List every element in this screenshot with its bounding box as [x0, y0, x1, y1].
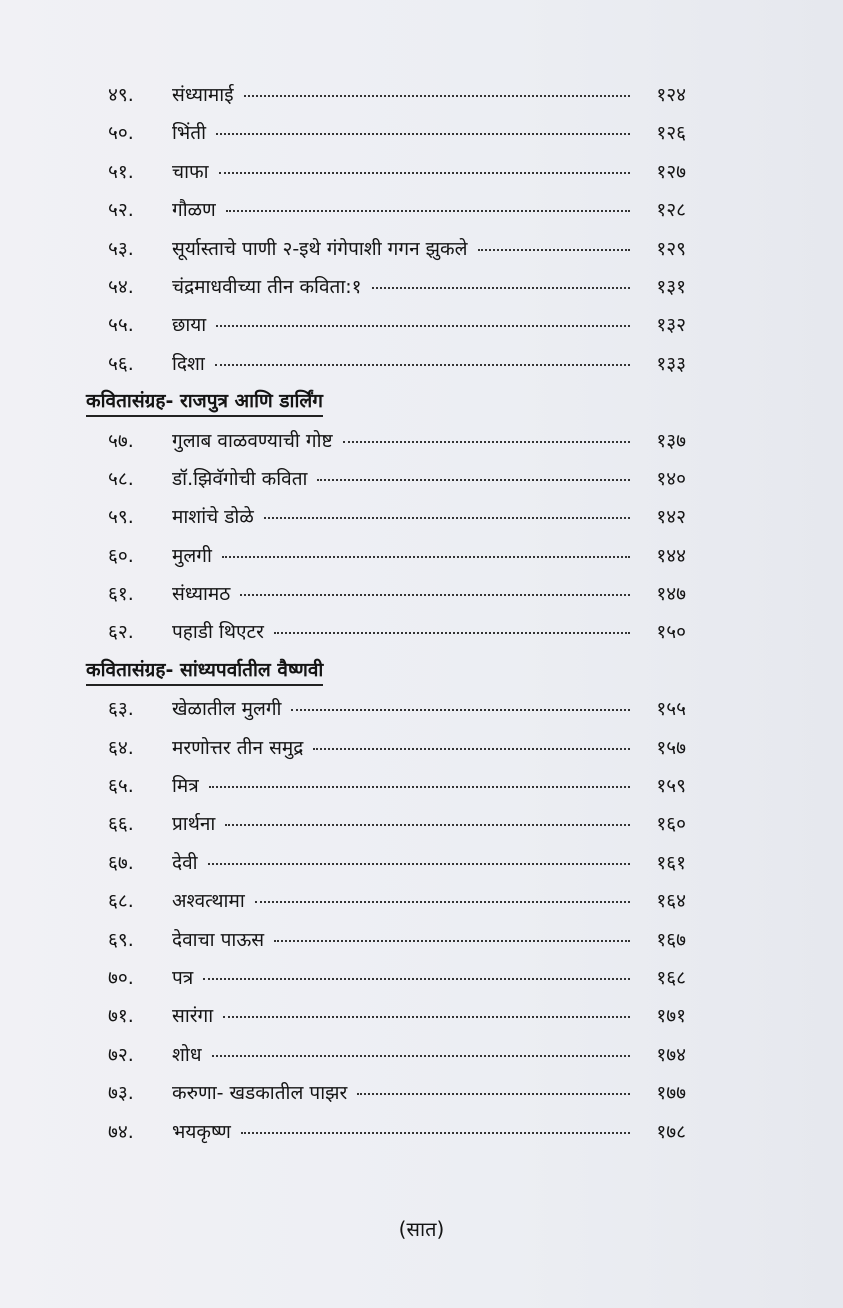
- entry-page-number: १६८: [656, 966, 686, 989]
- dot-leader: [255, 901, 630, 903]
- section-heading-text: कवितासंग्रह- सांध्यपर्वातील वैष्णवी: [86, 656, 323, 686]
- toc-entry: [0, 729, 843, 767]
- entry-line: [172, 191, 686, 229]
- entry-number: ५२.: [108, 199, 134, 222]
- entry-line: [172, 1074, 686, 1112]
- dot-leader: [274, 940, 630, 942]
- entry-title: छाया: [172, 314, 207, 337]
- entry-page-number: १४२: [656, 506, 686, 529]
- entry-line: [172, 422, 686, 460]
- toc-entry: [0, 997, 843, 1035]
- dot-leader: [291, 709, 630, 711]
- entry-line: [172, 1113, 686, 1151]
- toc-entry: [0, 921, 843, 959]
- entry-line: [172, 230, 686, 268]
- toc-entry: [0, 537, 843, 575]
- entry-title: पत्र: [172, 966, 194, 989]
- entry-title: मरणोत्तर तीन समुद्र: [172, 736, 304, 759]
- entry-page-number: १४०: [656, 467, 686, 490]
- toc-entry: [0, 613, 843, 651]
- section-heading: [0, 652, 843, 690]
- entry-number: ५७.: [108, 429, 134, 452]
- dot-leader: [225, 824, 630, 826]
- entry-title: चाफा: [172, 160, 209, 183]
- entry-title: दिशा: [172, 352, 205, 375]
- entry-line: [172, 306, 686, 344]
- entry-page-number: १३१: [656, 275, 686, 298]
- entry-page-number: १६०: [656, 813, 686, 836]
- toc-entry: [0, 422, 843, 460]
- entry-line: [172, 76, 686, 114]
- entry-line: [172, 537, 686, 575]
- entry-title: अश्वत्थामा: [172, 890, 245, 913]
- entry-line: [172, 921, 686, 959]
- toc-entry: [0, 306, 843, 344]
- entry-title: गुलाब वाळवण्याची गोष्ट: [172, 429, 333, 452]
- entry-number: ७२.: [108, 1043, 134, 1066]
- toc-entry: [0, 191, 843, 229]
- entry-number: ७३.: [108, 1082, 134, 1105]
- dot-leader: [317, 479, 630, 481]
- entry-number: ६९.: [108, 928, 134, 951]
- entry-line: [172, 882, 686, 920]
- dot-leader: [274, 632, 630, 634]
- entry-number: ६३.: [108, 698, 134, 721]
- entry-page-number: १४७: [656, 583, 686, 606]
- entry-line: [172, 844, 686, 882]
- entry-title: गौळण: [172, 199, 216, 222]
- dot-leader: [226, 210, 630, 212]
- entry-page-number: १५७: [656, 736, 686, 759]
- entry-title: चंद्रमाधवीच्या तीन कविता:१: [172, 275, 362, 298]
- entry-number: ६०.: [108, 544, 134, 567]
- entry-page-number: १३३: [656, 352, 686, 375]
- entry-number: ७४.: [108, 1120, 134, 1143]
- entry-number: ५६.: [108, 352, 134, 375]
- dot-leader: [222, 556, 630, 558]
- toc-entry: [0, 882, 843, 920]
- entry-page-number: १५९: [656, 775, 686, 798]
- toc-entry: [0, 690, 843, 728]
- dot-leader: [223, 1016, 630, 1018]
- entry-number: ६१.: [108, 583, 134, 606]
- entry-page-number: १३७: [656, 429, 686, 452]
- dot-leader: [216, 133, 630, 135]
- entry-page-number: १६४: [656, 890, 686, 913]
- entry-line: [172, 498, 686, 536]
- toc-entry: [0, 460, 843, 498]
- entry-title: खेळातील मुलगी: [172, 698, 282, 721]
- entry-title: पहाडी थिएटर: [172, 621, 264, 644]
- entry-page-number: १५०: [656, 621, 686, 644]
- entry-number: ५९.: [108, 506, 134, 529]
- entry-line: [172, 729, 686, 767]
- entry-page-number: १७७: [656, 1082, 686, 1105]
- entry-page-number: १६१: [656, 851, 686, 874]
- entry-title: संध्यामठ: [172, 583, 231, 606]
- entry-number: ६२.: [108, 621, 134, 644]
- entry-title: सूर्यास्ताचे पाणी २-इथे गंगेपाशी गगन झुकले: [172, 237, 468, 260]
- entry-number: ६८.: [108, 890, 134, 913]
- entry-number: ५१.: [108, 160, 134, 183]
- entry-line: [172, 959, 686, 997]
- entry-title: करुणा- खडकातील पाझर: [172, 1082, 348, 1105]
- entry-page-number: १७८: [656, 1120, 686, 1143]
- toc-entry: [0, 1113, 843, 1151]
- toc-entry: [0, 76, 843, 114]
- entry-number: ५४.: [108, 275, 134, 298]
- section-heading-text: कवितासंग्रह- राजपुत्र आणि डार्लिंग: [86, 387, 323, 417]
- entry-number: ६६.: [108, 813, 134, 836]
- entry-page-number: १२७: [656, 160, 686, 183]
- toc-entry: [0, 1036, 843, 1074]
- dot-leader: [313, 748, 630, 750]
- entry-title: भयकृष्ण: [172, 1120, 231, 1143]
- dot-leader: [343, 441, 630, 443]
- entry-number: ६४.: [108, 736, 134, 759]
- toc-entry: [0, 268, 843, 306]
- toc-entry: [0, 230, 843, 268]
- entry-line: [172, 767, 686, 805]
- entry-title: सारंगा: [172, 1005, 214, 1028]
- dot-leader: [203, 978, 630, 980]
- toc-entry: [0, 959, 843, 997]
- entry-number: ४९.: [108, 84, 134, 106]
- entry-line: [172, 460, 686, 498]
- entry-line: [172, 805, 686, 843]
- entry-title: मित्र: [172, 775, 199, 798]
- toc-entry: [0, 114, 843, 152]
- entry-number: ७०.: [108, 966, 134, 989]
- entry-title: भिंती: [172, 122, 207, 145]
- dot-leader: [372, 287, 630, 289]
- entry-page-number: १३२: [656, 314, 686, 337]
- entry-title: शोध: [172, 1043, 202, 1066]
- entry-page-number: १७४: [656, 1043, 686, 1066]
- entry-line: [172, 575, 686, 613]
- dot-leader: [209, 786, 630, 788]
- section-heading: [0, 383, 843, 421]
- entry-line: [172, 268, 686, 306]
- entry-number: ५०.: [108, 122, 134, 145]
- entry-line: [172, 345, 686, 383]
- toc-entry: [0, 153, 843, 191]
- entry-page-number: १४४: [656, 544, 686, 567]
- entry-number: ५५.: [108, 314, 134, 337]
- toc-entry: [0, 767, 843, 805]
- dot-leader: [240, 594, 630, 596]
- entry-page-number: १२९: [656, 237, 686, 260]
- dot-leader: [212, 1055, 630, 1057]
- toc-entry: [0, 1074, 843, 1112]
- entry-line: [172, 690, 686, 728]
- table-of-contents: [0, 76, 843, 1151]
- toc-entry: [0, 575, 843, 613]
- dot-leader: [244, 95, 630, 97]
- dot-leader: [219, 172, 630, 174]
- toc-entry: [0, 805, 843, 843]
- entry-line: [172, 613, 686, 651]
- dot-leader: [478, 249, 631, 251]
- dot-leader: [264, 517, 630, 519]
- entry-page-number: १२४: [656, 84, 686, 106]
- entry-number: ७१.: [108, 1005, 134, 1028]
- entry-title: डॉ.झिवॅगोची कविता: [172, 467, 308, 490]
- entry-number: ५३.: [108, 237, 134, 260]
- toc-entry: [0, 498, 843, 536]
- toc-entry: [0, 844, 843, 882]
- entry-line: [172, 114, 686, 152]
- entry-title: मुलगी: [172, 544, 212, 567]
- entry-line: [172, 153, 686, 191]
- entry-number: ६७.: [108, 851, 134, 874]
- dot-leader: [216, 325, 630, 327]
- entry-page-number: १२८: [656, 199, 686, 222]
- toc-entry: [0, 345, 843, 383]
- entry-page-number: १७१: [656, 1005, 686, 1028]
- dot-leader: [215, 364, 630, 366]
- entry-page-number: १२६: [656, 122, 686, 145]
- entry-number: ६५.: [108, 775, 134, 798]
- entry-title: संध्यामाई: [172, 84, 234, 106]
- page-number-footer: (सात): [398, 1217, 445, 1241]
- dot-leader: [208, 863, 630, 865]
- dot-leader: [241, 1132, 630, 1134]
- entry-line: [172, 997, 686, 1035]
- entry-title: देवाचा पाऊस: [172, 928, 265, 951]
- dot-leader: [357, 1093, 630, 1095]
- entry-title: प्रार्थना: [172, 813, 216, 836]
- entry-page-number: १५५: [656, 698, 686, 721]
- entry-number: ५८.: [108, 467, 134, 490]
- entry-title: देवी: [172, 851, 198, 874]
- entry-line: [172, 1036, 686, 1074]
- entry-page-number: १६७: [656, 928, 686, 951]
- entry-title: माशांचे डोळे: [172, 506, 254, 529]
